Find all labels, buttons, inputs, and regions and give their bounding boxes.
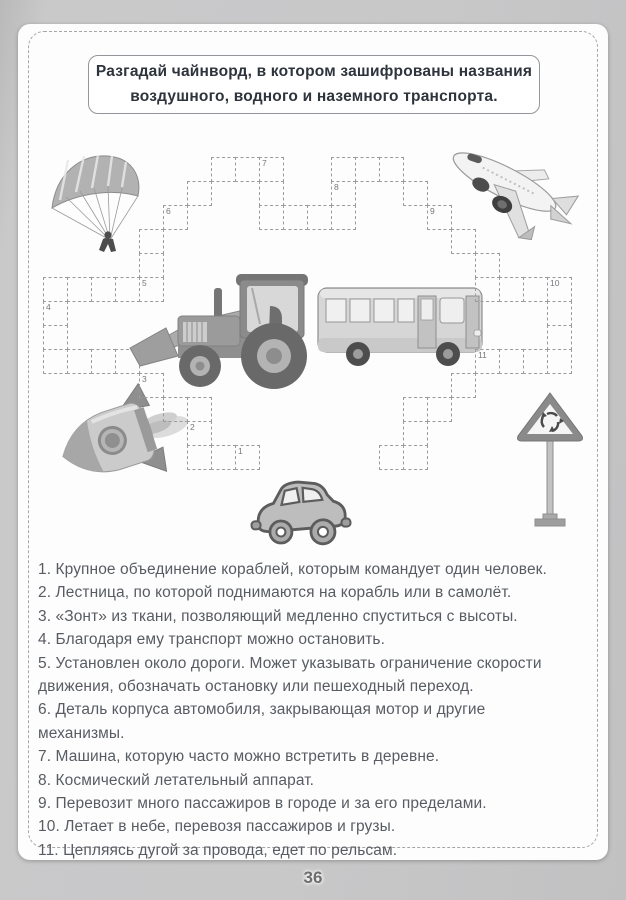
grid-cell (355, 157, 380, 182)
grid-cell (187, 181, 212, 206)
clues-list (38, 558, 576, 862)
clue-item: 7. Машина, которую часто можно встретить в деревне. (38, 748, 440, 766)
grid-cell (43, 301, 68, 326)
grid-cell (163, 397, 188, 422)
grid-cell (259, 157, 284, 182)
grid-cell (67, 277, 92, 302)
grid-cell (187, 397, 212, 422)
grid-cell-number: 8 (334, 182, 339, 192)
clue-item: 5. Установлен около дороги. Может указывать ограничение скорости движения, обозначать остановку или пешеходный переход. (38, 654, 542, 696)
grid-cell (331, 205, 356, 230)
worksheet-card (18, 24, 608, 860)
grid-cell (403, 421, 428, 446)
grid-cell (523, 277, 548, 302)
grid-cell (307, 205, 332, 230)
chainword-grid (43, 157, 599, 497)
grid-cell (379, 445, 404, 470)
title-box (88, 55, 540, 114)
grid-cell (139, 253, 164, 278)
grid-cell (115, 277, 140, 302)
grid-cell (547, 277, 572, 302)
grid-cell (43, 325, 68, 350)
grid-cell (379, 157, 404, 182)
grid-cell (139, 373, 164, 398)
grid-cell (547, 301, 572, 326)
grid-cell (91, 277, 116, 302)
clue-item: 3. «Зонт» из ткани, позволяющий медленно спуститься с высоты. (38, 607, 518, 625)
grid-cell (331, 181, 356, 206)
grid-cell (451, 373, 476, 398)
grid-cell-number: 1 (238, 446, 243, 456)
grid-cell (115, 349, 140, 374)
grid-cell (331, 157, 356, 182)
clue-item: 11. Цепляясь дугой за провода, едет по рельсам. (38, 841, 398, 859)
grid-cell-number: 10 (550, 278, 560, 288)
grid-cell (547, 325, 572, 350)
clue-item: 9. Перевозит много пассажиров в городе и за его пределами. (38, 795, 487, 813)
grid-cell (259, 205, 284, 230)
grid-cell (139, 277, 164, 302)
page-number: 36 (303, 868, 323, 887)
grid-cell (43, 349, 68, 374)
grid-cell (475, 253, 500, 278)
grid-cell (235, 157, 260, 182)
grid-cell (187, 445, 212, 470)
grid-cell (547, 349, 572, 374)
grid-cell (235, 445, 260, 470)
grid-cell (499, 349, 524, 374)
grid-cell (403, 397, 428, 422)
grid-cell (475, 277, 500, 302)
grid-cell (523, 349, 548, 374)
grid-cell (499, 277, 524, 302)
title-line-2: воздушного, водного и наземного транспорта. (130, 87, 498, 105)
grid-cell (91, 349, 116, 374)
grid-cell (211, 157, 236, 182)
grid-cell-number: 7 (262, 158, 267, 168)
clue-item: 6. Деталь корпуса автомобиля, закрывающая мотор и другие механизмы. (38, 701, 486, 742)
grid-cell-number: 6 (166, 206, 171, 216)
grid-cell-number: 9 (430, 206, 435, 216)
grid-cell (427, 205, 452, 230)
grid-cell (283, 205, 308, 230)
grid-cell (403, 445, 428, 470)
clue-item: 8. Космический летательный аппарат. (38, 771, 315, 789)
grid-cell (139, 229, 164, 254)
grid-cell (451, 229, 476, 254)
grid-cell-number: 5 (142, 278, 147, 288)
title-line-1: Разгадай чайнворд, в котором зашифрованы названия (95, 63, 533, 81)
grid-cell-number: 2 (190, 422, 195, 432)
grid-cell (403, 181, 428, 206)
grid-cell (211, 445, 236, 470)
grid-cell (475, 349, 500, 374)
clue-item: 4. Благодаря ему транспорт можно остановить. (38, 631, 385, 649)
grid-cell-number: 11 (478, 350, 487, 360)
clue-item: 10. Летает в небе, перевозя пассажиров и грузы. (38, 818, 396, 836)
grid-cell (67, 349, 92, 374)
grid-cell (43, 277, 68, 302)
grid-cell (187, 421, 212, 446)
grid-cell (259, 181, 284, 206)
grid-cell-number: 3 (142, 374, 147, 384)
clue-item: 2. Лестница, по которой поднимаются на корабль или в самолёт. (38, 584, 512, 602)
grid-cell (163, 205, 188, 230)
grid-cell-number: 4 (46, 302, 51, 312)
grid-cell (427, 397, 452, 422)
clue-item: 1. Крупное объединение кораблей, которым командует один человек. (38, 561, 547, 578)
